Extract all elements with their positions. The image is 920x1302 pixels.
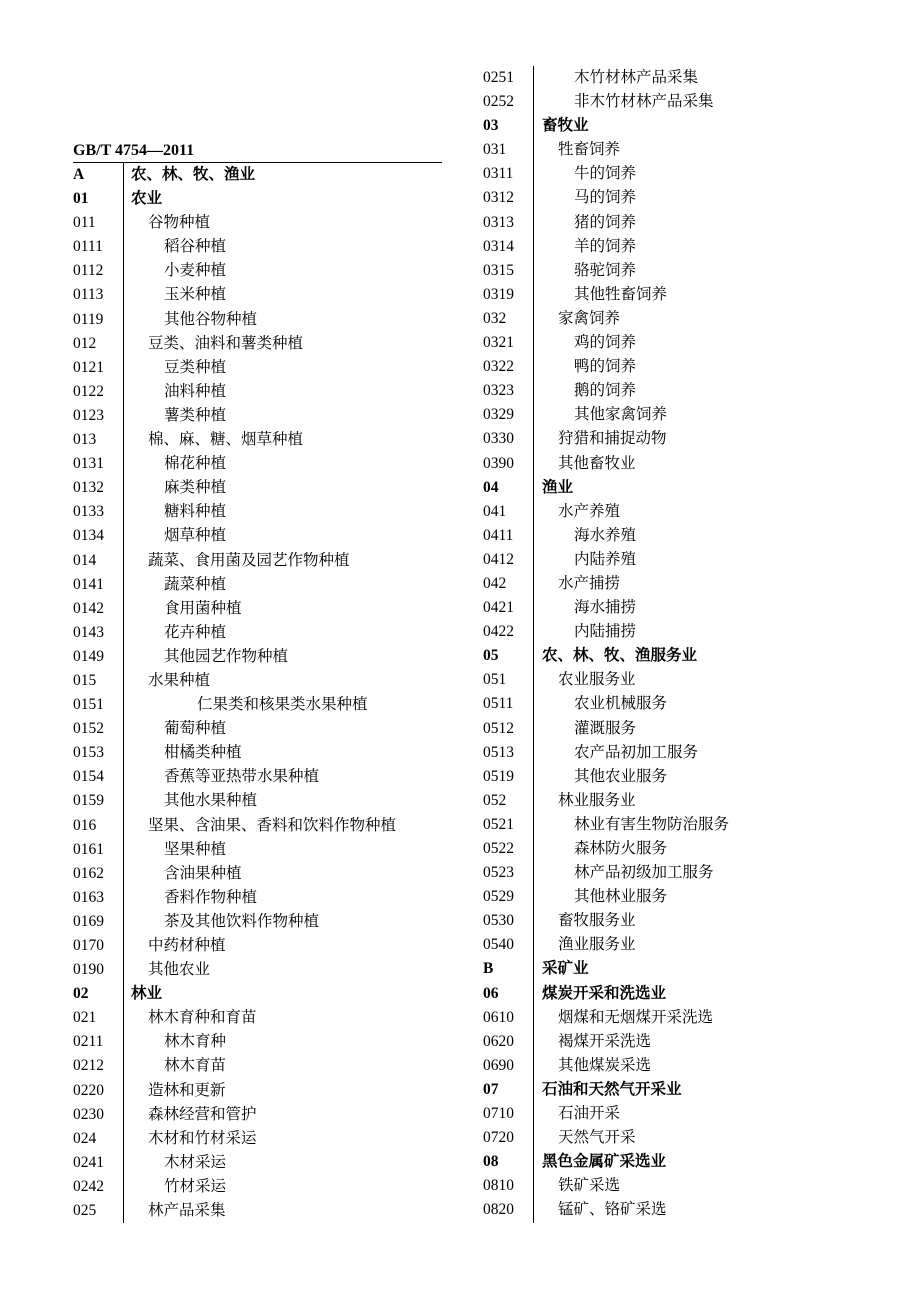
category-code: 0311	[483, 165, 514, 183]
category-name: 糖料种植	[164, 503, 227, 521]
category-code: 0530	[483, 912, 514, 930]
category-code: 013	[73, 431, 97, 449]
category-code: 0312	[483, 189, 514, 207]
category-name: 香料作物种植	[164, 888, 258, 906]
category-name: 非木竹材林产品采集	[574, 93, 714, 111]
category-name: 其他煤炭采选	[558, 1056, 652, 1074]
category-code: 0163	[73, 888, 104, 906]
category-name: 其他园艺作物种植	[164, 647, 289, 665]
category-code: B	[483, 960, 494, 978]
category-code: 0152	[73, 720, 104, 738]
category-code: 0511	[483, 695, 514, 713]
category-code: 04	[483, 478, 499, 496]
category-name: 烟煤和无烟煤开采洗选	[558, 1008, 714, 1026]
category-code: 0242	[73, 1177, 104, 1195]
category-name: 天然气开采	[558, 1129, 636, 1147]
category-name: 牲畜饲养	[558, 141, 621, 159]
category-code: 0162	[73, 864, 104, 882]
category-code: 0112	[73, 262, 104, 280]
category-name: 林木育苗	[164, 1057, 227, 1075]
category-name: 猪的饲养	[574, 213, 637, 231]
category-code: 0321	[483, 334, 514, 352]
category-name: 棉、麻、糖、烟草种植	[148, 431, 304, 449]
category-code: 0251	[483, 69, 514, 86]
category-name: 油料种植	[164, 382, 227, 400]
category-code: 0142	[73, 599, 104, 617]
category-name: 农业服务业	[558, 671, 636, 689]
category-code: 025	[73, 1202, 97, 1220]
category-name: 农业机械服务	[574, 695, 668, 713]
category-name: 坚果、含油果、香料和饮料作物种植	[148, 816, 397, 834]
category-code: 0411	[483, 526, 514, 544]
category-name: 锰矿、铬矿采选	[558, 1201, 667, 1219]
category-code: 011	[73, 214, 96, 232]
category-name: 农产品初加工服务	[574, 743, 699, 761]
category-code: 0161	[73, 840, 104, 858]
category-name: 坚果种植	[164, 840, 227, 858]
category-name: 林业服务业	[558, 791, 636, 809]
category-code: 0620	[483, 1032, 514, 1050]
category-name: 狩猎和捕捉动物	[558, 430, 667, 448]
category-name: 铁矿采选	[558, 1177, 621, 1195]
category-code: 0113	[73, 286, 104, 304]
category-name: 木材和竹材采运	[148, 1129, 257, 1147]
category-name: 小麦种植	[164, 262, 227, 280]
category-name: 香蕉等亚热带水果种植	[164, 768, 320, 786]
category-code: 0323	[483, 382, 514, 400]
category-code: 0319	[483, 285, 514, 303]
category-code: 0810	[483, 1177, 514, 1195]
category-name: 食用菌种植	[164, 599, 242, 617]
category-name: 海水养殖	[574, 526, 637, 544]
category-code: 0230	[73, 1105, 104, 1123]
category-name: 石油开采	[558, 1105, 621, 1123]
category-name: 葡萄种植	[164, 720, 227, 738]
category-code: 015	[73, 671, 97, 689]
category-code: 031	[483, 141, 507, 159]
category-code: 0522	[483, 840, 514, 857]
document-header	[73, 140, 442, 163]
category-name: 其他水果种植	[164, 792, 258, 810]
column-divider	[533, 66, 534, 1223]
category-code: 0710	[483, 1105, 514, 1123]
category-code: 0151	[73, 696, 104, 714]
category-code: 0134	[73, 527, 104, 545]
category-code: 0122	[73, 382, 104, 400]
category-name: 水果种植	[148, 671, 211, 689]
category-name: 薯类种植	[164, 406, 227, 424]
category-name: 内陆养殖	[574, 550, 637, 568]
category-code: 02	[73, 985, 89, 1003]
category-name: 黑色金属矿采选业	[542, 1153, 667, 1171]
category-code: 0313	[483, 213, 514, 231]
category-code: 0159	[73, 792, 104, 810]
category-code: 0421	[483, 599, 514, 617]
category-code: 0190	[73, 961, 104, 979]
category-code: 0820	[483, 1201, 514, 1219]
category-name: 水产养殖	[558, 502, 621, 520]
category-name: 稻谷种植	[164, 238, 227, 256]
category-code: 0220	[73, 1081, 104, 1099]
category-code: 0529	[483, 888, 514, 906]
category-code: 0610	[483, 1008, 514, 1026]
category-code: 041	[483, 502, 507, 520]
category-code: 0720	[483, 1129, 514, 1147]
category-code: 0149	[73, 647, 104, 665]
category-name: 造林和更新	[148, 1081, 226, 1099]
category-name: 其他农业	[148, 961, 211, 979]
category-name: 茶及其他饮料作物种植	[164, 912, 320, 930]
category-code: 0211	[73, 1033, 104, 1051]
category-name: 农、林、牧、渔服务业	[542, 647, 698, 665]
category-code: 0412	[483, 550, 514, 568]
category-code: 0330	[483, 430, 514, 448]
category-name: 农、林、牧、渔业	[131, 166, 256, 183]
category-name: 其他林业服务	[574, 888, 668, 906]
category-code: 024	[73, 1129, 97, 1147]
category-name: 其他牲畜饲养	[574, 285, 668, 303]
category-code: 0521	[483, 815, 514, 833]
category-name: 林木育种和育苗	[148, 1009, 257, 1027]
category-name: 木竹材林产品采集	[574, 69, 699, 86]
category-name: 渔业服务业	[558, 936, 636, 954]
category-code: 06	[483, 984, 499, 1002]
category-code: 0170	[73, 937, 104, 954]
category-name: 鸭的饲养	[574, 358, 637, 376]
category-name: 柑橘类种植	[164, 744, 242, 762]
category-code: 0212	[73, 1057, 104, 1075]
category-name: 鸡的饲养	[574, 334, 637, 352]
category-name: 海水捕捞	[574, 599, 637, 617]
column-divider	[123, 163, 124, 1223]
category-code: 052	[483, 791, 507, 809]
category-name: 其他谷物种植	[164, 310, 258, 328]
category-name: 林产品采集	[148, 1202, 226, 1220]
category-code: 0132	[73, 479, 104, 497]
category-code: 05	[483, 647, 499, 665]
category-code: 0154	[73, 768, 104, 786]
category-name: 褐煤开采洗选	[558, 1032, 652, 1050]
standard-number: GB/T 4754—2011	[73, 142, 195, 159]
category-name: 渔业	[542, 478, 574, 496]
category-code: 0153	[73, 744, 104, 762]
category-code: 01	[73, 190, 89, 208]
category-name: 其他农业服务	[574, 767, 668, 785]
category-name: 其他畜牧业	[558, 454, 636, 472]
category-name: 蔬菜种植	[164, 575, 227, 593]
category-code: A	[73, 166, 85, 183]
category-name: 内陆捕捞	[574, 623, 637, 641]
category-name: 灌溉服务	[574, 719, 637, 737]
category-name: 含油果种植	[164, 864, 242, 882]
category-name: 鹅的饲养	[574, 382, 637, 400]
category-name: 森林经营和管护	[148, 1105, 257, 1123]
category-name: 玉米种植	[164, 286, 227, 304]
category-code: 014	[73, 551, 97, 569]
category-name: 豆类、油料和薯类种植	[148, 334, 304, 352]
category-name: 煤炭开采和洗选业	[542, 984, 667, 1002]
category-name: 水产捕捞	[558, 574, 621, 592]
category-name: 木材采运	[164, 1153, 227, 1171]
category-code: 0690	[483, 1056, 514, 1074]
category-code: 0523	[483, 864, 514, 882]
category-code: 03	[483, 117, 499, 135]
category-name: 林木育种	[164, 1033, 227, 1051]
category-code: 07	[483, 1080, 499, 1098]
category-name: 农业	[131, 190, 163, 208]
category-code: 0133	[73, 503, 104, 521]
category-code: 0540	[483, 936, 514, 954]
category-name: 羊的饲养	[574, 237, 637, 255]
category-code: 0252	[483, 93, 514, 111]
category-code: 042	[483, 574, 507, 592]
category-name: 烟草种植	[164, 527, 227, 545]
category-code: 0119	[73, 310, 104, 328]
category-name: 采矿业	[542, 960, 589, 978]
category-code: 016	[73, 816, 97, 834]
category-code: 0169	[73, 912, 104, 930]
category-name: 谷物种植	[148, 214, 211, 232]
category-code: 0241	[73, 1153, 104, 1171]
category-code: 0121	[73, 358, 104, 376]
category-code: 0519	[483, 767, 514, 785]
category-name: 马的饲养	[574, 189, 637, 207]
category-code: 021	[73, 1009, 97, 1027]
category-code: 0141	[73, 575, 104, 593]
category-name: 仁果类和核果类水果种植	[197, 696, 368, 714]
category-name: 石油和天然气开采业	[542, 1080, 682, 1098]
category-code: 051	[483, 671, 507, 689]
category-code: 08	[483, 1153, 499, 1171]
category-code: 0314	[483, 237, 514, 255]
category-name: 畜牧服务业	[558, 912, 636, 930]
category-name: 豆类种植	[164, 358, 227, 376]
category-name: 森林防火服务	[574, 840, 668, 857]
category-name: 林产品初级加工服务	[574, 864, 714, 882]
category-code: 0131	[73, 455, 104, 473]
category-name: 蔬菜、食用菌及园艺作物种植	[148, 551, 350, 569]
category-name: 骆驼饲养	[574, 261, 637, 279]
category-code: 0422	[483, 623, 514, 641]
category-code: 0111	[73, 238, 103, 256]
category-name: 林业	[131, 985, 163, 1003]
category-name: 林业有害生物防治服务	[574, 815, 730, 833]
category-name: 棉花种植	[164, 455, 227, 473]
category-code: 0512	[483, 719, 514, 737]
category-code: 012	[73, 334, 97, 352]
category-code: 032	[483, 309, 507, 327]
category-name: 花卉种植	[164, 623, 227, 641]
category-name: 牛的饲养	[574, 165, 637, 183]
category-name: 其他家禽饲养	[574, 406, 668, 424]
category-code: 0390	[483, 454, 514, 472]
category-code: 0513	[483, 743, 514, 761]
category-code: 0322	[483, 358, 514, 376]
category-code: 0123	[73, 406, 104, 424]
category-name: 家禽饲养	[558, 309, 621, 327]
category-name: 畜牧业	[542, 117, 589, 135]
category-code: 0329	[483, 406, 514, 424]
category-name: 竹材采运	[164, 1177, 227, 1195]
category-name: 麻类种植	[164, 479, 227, 497]
category-name: 中药材种植	[148, 937, 226, 954]
category-code: 0315	[483, 261, 514, 279]
category-code: 0143	[73, 623, 104, 641]
